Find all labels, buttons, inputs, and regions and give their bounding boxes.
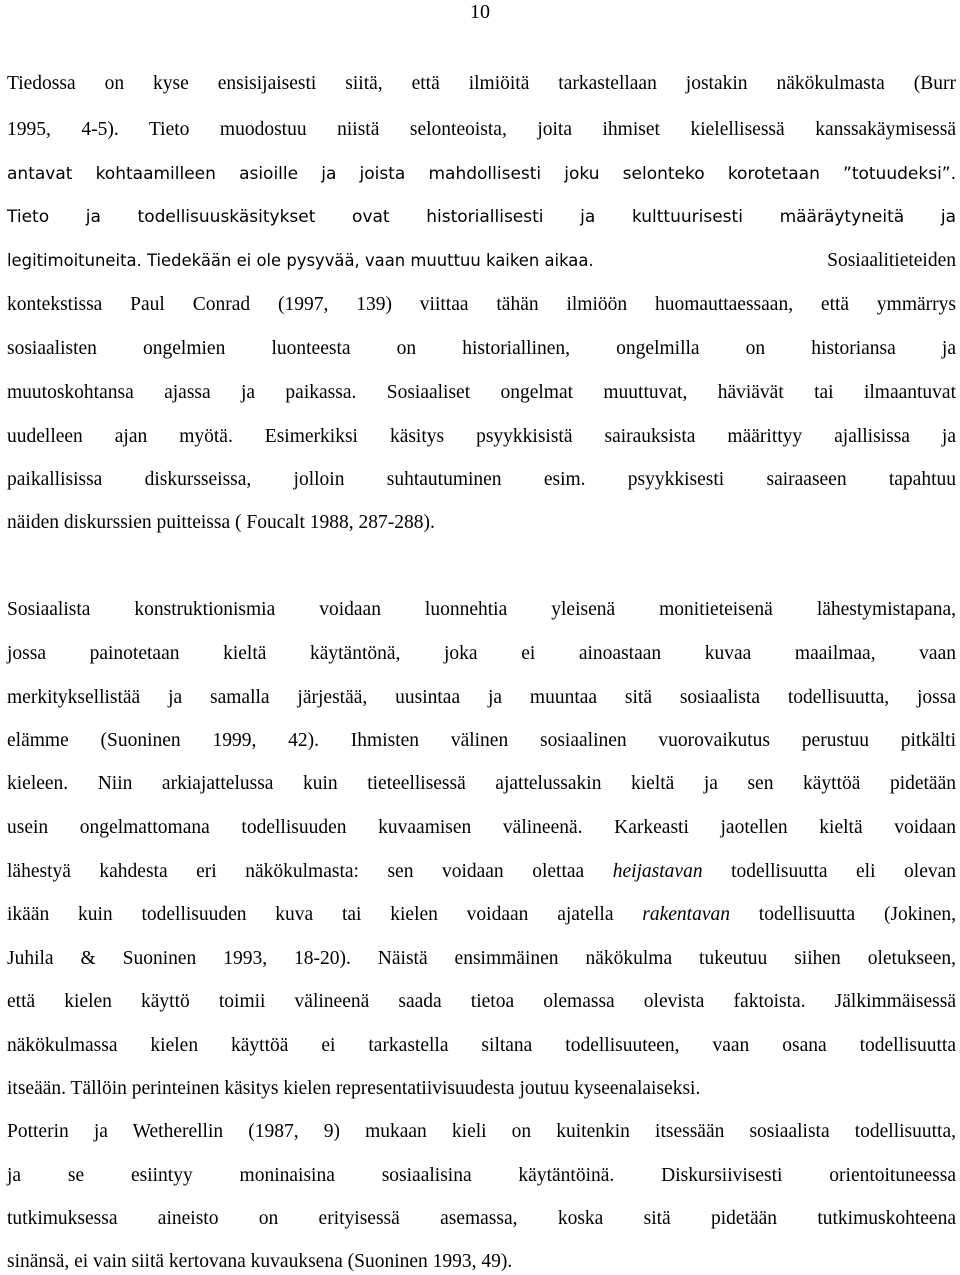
text-line	[7, 249, 956, 273]
page-number: 10	[470, 1, 490, 23]
text-line: muutoskohtansa ajassa ja paikassa. Sosiaaliset ongelmat muuttuvat, häviävät tai ilmaantuvat	[7, 382, 956, 403]
emphasis-heijastavan: heijastavan	[612, 861, 703, 882]
text-line: kontekstissa Paul Conrad (1997, 139) viittaa tähän ilmiöön huomauttaessaan, että ymmärrys	[7, 294, 956, 315]
text-segment: legitimoituneita. Tiedekään ei ole pysyvää, vaan muuttuu kaiken aikaa.	[7, 251, 594, 271]
text-line: itseään. Tällöin perinteinen käsitys kielen representatiivisuudesta joutuu kyseenalaiseksi.	[7, 1078, 701, 1099]
text-line	[7, 860, 956, 884]
emphasis-rakentavan: rakentavan	[642, 904, 730, 925]
text-line: jossa painotetaan kieltä käytäntönä, joka ei ainoastaan kuvaa maailmaa, vaan	[7, 643, 956, 664]
text-line: elämme (Suoninen 1999, 42). Ihmisten välinen sosiaalinen vuorovaikutus perustuu pitkälti	[7, 730, 956, 751]
text-line: usein ongelmattomana todellisuuden kuvaamisen välineenä. Karkeasti jaotellen kieltä voidaan	[7, 817, 956, 838]
text-line: tutkimuksessa aineisto on erityisessä asemassa, koska sitä pidetään tutkimuskohteena	[7, 1208, 956, 1229]
text-line: Juhila & Suoninen 1993, 18-20). Näistä ensimmäinen näkökulma tukeutuu siihen oletukseen,	[7, 948, 956, 969]
text-line: merkityksellistää ja samalla järjestää, uusintaa ja muuntaa sitä sosiaalista todellisuutta, jossa	[7, 687, 956, 708]
text-line: näiden diskurssien puitteissa ( Foucalt 1988, 287-288).	[7, 512, 435, 533]
text-line	[7, 903, 956, 927]
text-segment: Sosiaalitieteiden	[827, 250, 956, 271]
text-segment: todellisuutta eli olevan	[702, 861, 957, 882]
text-line: Tiedossa on kyse ensisijaisesti siitä, että ilmiöitä tarkastellaan jostakin näkökulmasta (Burr	[7, 73, 956, 94]
text-line: näkökulmassa kielen käyttöä ei tarkastella siltana todellisuuteen, vaan osana todellisuutta	[7, 1035, 956, 1056]
text-line: 1995, 4-5). Tieto muodostuu niistä selonteoista, joita ihmiset kielellisessä kanssakäymisessä	[7, 119, 956, 140]
text-line: sosiaalisten ongelmien luonteesta on historiallinen, ongelmilla on historiansa ja	[7, 338, 956, 359]
text-segment: todellisuutta (Jokinen,	[730, 904, 956, 925]
text-line: paikallisissa diskursseissa, jolloin suhtautuminen esim. psyykkisesti sairaaseen tapahtuu	[7, 469, 956, 490]
text-line: että kielen käyttö toimii välineenä saada tietoa olemassa olevista faktoista. Jälkimmäisessä	[7, 991, 956, 1012]
text-line: Potterin ja Wetherellin (1987, 9) mukaan kieli on kuitenkin itsessään sosiaalista todellisuutta,	[7, 1121, 956, 1142]
text-line: uudelleen ajan myötä. Esimerkiksi käsitys psyykkisistä sairauksista määrittyy ajallisissa ja	[7, 426, 956, 447]
text-line: kieleen. Niin arkiajattelussa kuin tieteellisessä ajattelussakin kieltä ja sen käyttöä pidetään	[7, 773, 956, 794]
text-segment: lähestyä kahdesta eri näkökulmasta: sen voidaan olettaa	[7, 861, 613, 882]
text-line: sinänsä, ei vain siitä kertovana kuvauksena (Suoninen 1993, 49).	[7, 1251, 513, 1272]
text-line: antavat kohtaamilleen asioille ja joista mahdollisesti joku selonteko korotetaan ”totuudeksi”.	[7, 164, 956, 184]
text-line: Tieto ja todellisuuskäsitykset ovat historiallisesti ja kulttuurisesti määräytyneitä ja	[7, 207, 956, 227]
text-line: ja se esiintyy moninaisina sosiaalisina käytäntöinä. Diskursiivisesti orientoituneessa	[7, 1165, 956, 1186]
text-line: Sosiaalista konstruktionismia voidaan luonnehtia yleisenä monitieteisenä lähestymistapana,	[7, 599, 956, 620]
text-segment: ikään kuin todellisuuden kuva tai kielen voidaan ajatella	[7, 904, 643, 925]
